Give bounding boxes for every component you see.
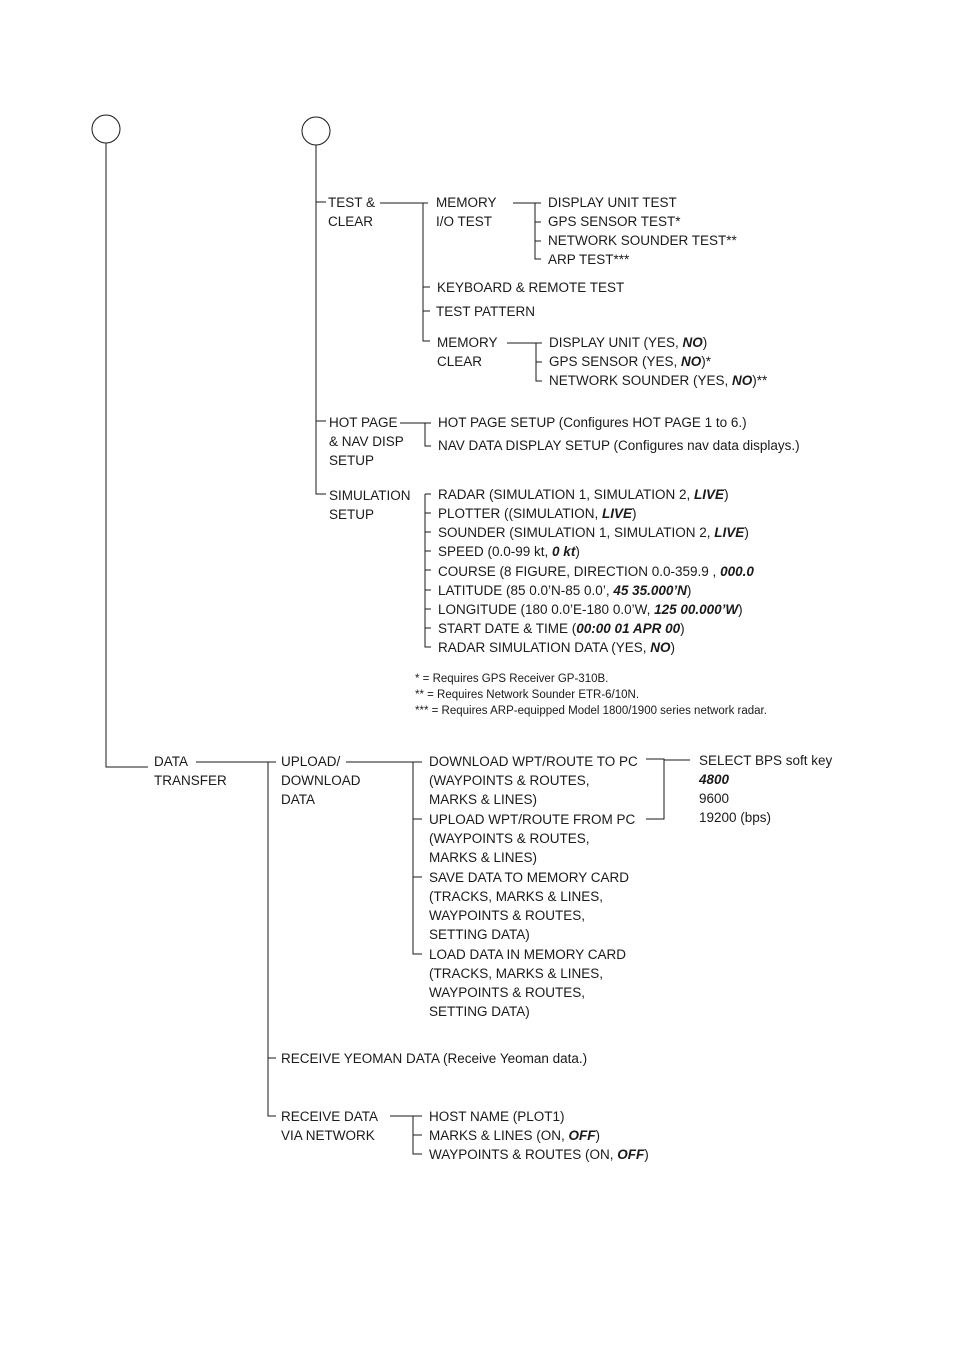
data-transfer-label: DATA TRANSFER — [154, 754, 227, 788]
memory-clear-label — [437, 333, 498, 371]
keyboard-remote-test-item: KEYBOARD & REMOTE TEST — [437, 280, 625, 295]
sim-plotter-item: PLOTTER ((SIMULATION, LIVE) — [438, 506, 637, 521]
sim-radar-simulation-data-item: RADAR SIMULATION DATA (YES, NO) — [438, 640, 676, 655]
sim-course-item: COURSE (8 FIGURE, DIRECTION 0.0-359.9 , 000.0 — [438, 564, 754, 579]
hot-page-setup-item: HOT PAGE SETUP (Configures HOT PAGE 1 to 6.) — [438, 415, 747, 430]
clear-gps-sensor-item: GPS SENSOR (YES, NO)* — [549, 354, 712, 369]
bps-19200: 19200 (bps) — [699, 810, 772, 825]
sim-radar-item: RADAR (SIMULATION 1, SIMULATION 2, LIVE) — [438, 487, 729, 502]
gps-sensor-test-item: GPS SENSOR TEST* — [548, 214, 681, 229]
test-clear-label-line2: CLEAR — [328, 214, 374, 229]
net-marks-lines-item: MARKS & LINES (ON, OFF) — [429, 1128, 601, 1143]
clear-display-unit-item: DISPLAY UNIT (YES, NO) — [549, 335, 708, 350]
test-pattern-item: TEST PATTERN — [436, 304, 536, 319]
network-sounder-test-item: NETWORK SOUNDER TEST** — [548, 233, 737, 248]
test-clear-label — [328, 193, 375, 231]
receive-data-via-network-label: RECEIVE DATA VIA NETWORK — [281, 1109, 379, 1143]
host-name-item: HOST NAME (PLOT1) — [429, 1109, 565, 1124]
bps-9600: 9600 — [699, 791, 730, 806]
memory-clear-label-line1: MEMORY — [437, 335, 498, 350]
memory-io-label-line2: I/O TEST — [436, 214, 493, 229]
bps-options — [699, 751, 832, 827]
sim-speed-item: SPEED (0.0-99 kt, 0 kt) — [438, 544, 580, 559]
hot-page-nav-disp-setup-label: HOT PAGE & NAV DISP SETUP — [329, 415, 404, 468]
load-data-memory-card-item: LOAD DATA IN MEMORY CARD (TRACKS, MARKS & LINES, WAYPOINTS & ROUTES, SETTING DATA) — [429, 947, 627, 1019]
sim-start-date-time-item: START DATE & TIME (00:00 01 APR 00) — [438, 621, 685, 636]
memory-clear-label-line2: CLEAR — [437, 354, 483, 369]
upload-wpt-route-item: UPLOAD WPT/ROUTE FROM PC (WAYPOINTS & ROUTES, MARKS & LINES) — [429, 812, 636, 865]
footnote-sounder: ** = Requires Network Sounder ETR-6/10N. — [415, 689, 640, 701]
simulation-setup-label: SIMULATION SETUP — [329, 488, 411, 522]
select-bps-label: SELECT BPS soft key — [699, 753, 833, 768]
download-wpt-route-item: DOWNLOAD WPT/ROUTE TO PC (WAYPOINTS & ROUTES, MARKS & LINES) — [429, 754, 638, 807]
receive-yeoman-data-item: RECEIVE YEOMAN DATA (Receive Yeoman data.) — [281, 1051, 588, 1066]
footnote-gps: * = Requires GPS Receiver GP-310B. — [415, 673, 609, 685]
sim-longitude-item: LONGITUDE (180 0.0’E-180 0.0’W, 125 00.000’W) — [438, 602, 743, 617]
connector-circle-right — [302, 117, 330, 145]
memory-io-test-label — [436, 193, 497, 231]
bps-default: 4800 — [699, 772, 730, 787]
display-unit-test-item: DISPLAY UNIT TEST — [548, 195, 677, 210]
clear-network-sounder-item: NETWORK SOUNDER (YES, NO)** — [549, 373, 768, 388]
sim-latitude-item: LATITUDE (85 0.0’N-85 0.0’, 45 35.000’N) — [438, 583, 692, 598]
memory-io-label-line1: MEMORY — [436, 195, 497, 210]
arp-test-item: ARP TEST*** — [548, 252, 630, 267]
footnote-arp: *** = Requires ARP-equipped Model 1800/1900 series network radar. — [415, 705, 767, 717]
test-clear-label-line1: TEST & — [328, 195, 376, 210]
upload-download-data-label: UPLOAD/ DOWNLOAD DATA — [281, 754, 361, 807]
connector-circle-left — [92, 115, 120, 143]
net-waypoints-routes-item: WAYPOINTS & ROUTES (ON, OFF) — [429, 1147, 649, 1162]
nav-data-display-setup-item: NAV DATA DISPLAY SETUP (Configures nav data displays.) — [438, 438, 800, 453]
save-data-memory-card-item: SAVE DATA TO MEMORY CARD (TRACKS, MARKS & LINES, WAYPOINTS & ROUTES, SETTING DATA) — [429, 870, 630, 942]
sim-sounder-item: SOUNDER (SIMULATION 1, SIMULATION 2, LIVE) — [438, 525, 749, 540]
